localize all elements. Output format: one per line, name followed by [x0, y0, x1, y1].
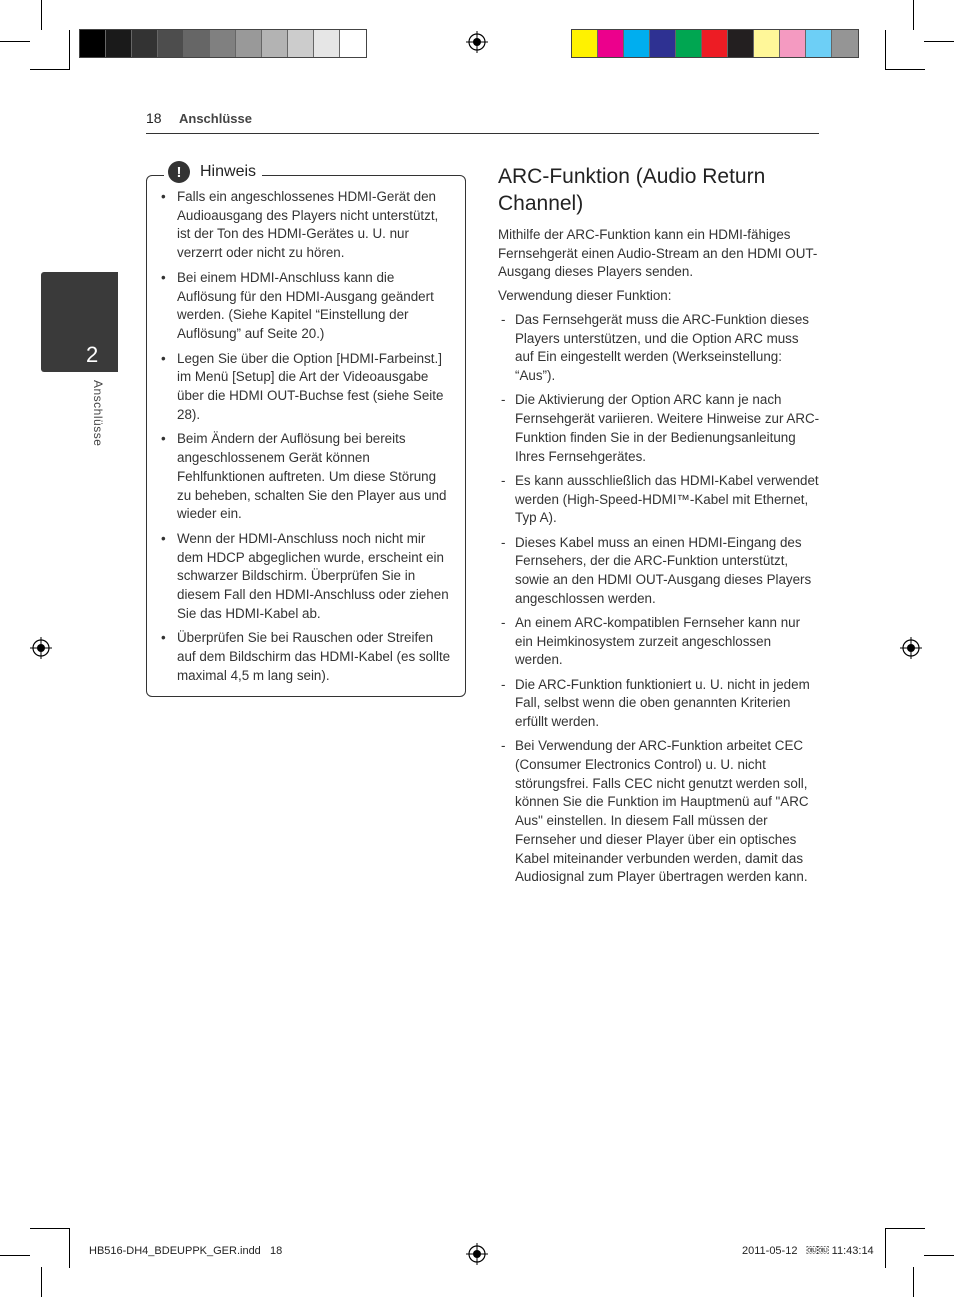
- footer-filename: HB516-DH4_BDEUPPK_GER.indd 18: [89, 1245, 283, 1257]
- note-list: [161, 188, 453, 692]
- note-item: • Legen Sie über die Option [HDMI-Farbeinst.] im Menü [Setup] die Art der Videoausgabe über die HDMI OUT-Buchse fest (siehe Seite 28).: [161, 350, 453, 425]
- exclamation-circle-icon: !: [168, 161, 190, 183]
- color-swatch: [728, 30, 754, 57]
- color-bar: [571, 29, 859, 58]
- note-item: • Bei einem HDMI-Anschluss kann die Auflösung für den HDMI-Ausgang geändert werden. (Siehe Kapitel “Einstellung der Auflösung” auf Seite 20.): [161, 269, 453, 344]
- registration-target-icon: [30, 637, 52, 659]
- chapter-label: Anschlüsse: [91, 380, 105, 447]
- page-number: 18: [146, 110, 162, 126]
- arc-section-title: ARC-Funktion (Audio Return Channel): [498, 165, 766, 215]
- arc-requirements-list: [498, 311, 820, 893]
- chapter-tab: [41, 272, 118, 372]
- note-item: • Wenn der HDMI-Anschluss noch nicht mir dem HDCP abgeglichen wurde, erscheint ein schwarzer Bildschirm. Überprüfen Sie in diesem Fall den HDMI-Anschluss oder ziehen Sie das HDMI-Kabel ab.: [161, 530, 453, 624]
- gray-swatch: [132, 30, 158, 57]
- grayscale-bar: [79, 29, 367, 58]
- color-swatch: [676, 30, 702, 57]
- footer-timestamp: 2011-05-12 ￼￼ 11:43:14: [742, 1245, 874, 1257]
- color-swatch: [806, 30, 832, 57]
- color-swatch: [754, 30, 780, 57]
- note-title: Hinweis: [200, 163, 257, 180]
- list-item: - Dieses Kabel muss an einen HDMI-Eingang des Fernsehers, der die ARC-Funktion unterstützt, sowie an den HDMI OUT-Ausgang dieses Players angeschlossen werden.: [498, 534, 820, 609]
- list-item: - Es kann ausschließlich das HDMI-Kabel verwendet werden (High-Speed-HDMI™-Kabel mit Ethernet, Typ A).: [498, 472, 820, 528]
- list-item: - Die Aktivierung der Option ARC kann je nach Fernsehgerät variieren. Weitere Hinweise zur ARC-Funktion finden Sie in der Bedienungsanleitung Ihres Fernsehgerätes.: [498, 391, 820, 466]
- chapter-number: 2: [86, 342, 99, 367]
- gray-swatch: [106, 30, 132, 57]
- color-swatch: [572, 30, 598, 57]
- registration-target-icon: [466, 1243, 488, 1265]
- note-item: • Überprüfen Sie bei Rauschen oder Streifen auf dem Bildschirm das HDMI-Kabel (es sollte maximal 4,5 m lang sein).: [161, 629, 453, 685]
- arc-usage-label: Verwendung dieser Funktion:: [498, 288, 672, 303]
- color-swatch: [650, 30, 676, 57]
- registration-target-icon: [900, 637, 922, 659]
- gray-swatch: [210, 30, 236, 57]
- color-swatch: [598, 30, 624, 57]
- gray-swatch: [184, 30, 210, 57]
- header-rule: [146, 133, 819, 134]
- note-item: • Beim Ändern der Auflösung bei bereits angeschlossenem Gerät können Fehlfunktionen auftreten. Um diese Störung zu beheben, schalten Sie den Player aus und wieder ein.: [161, 430, 453, 524]
- gray-swatch: [262, 30, 288, 57]
- list-item: - Bei Verwendung der ARC-Funktion arbeitet CEC (Consumer Electronics Control) u. U. nicht störungsfrei. Falls CEC nicht genutzt werden soll, können Sie die Funktion im Hauptmenü auf "ARC Aus" einstellen. In diesem Fall müssen der Fernseher und dieser Player über ein optisches Kabel miteinander verbunden werden, damit das Audiosignal zum Player übertragen werden kann.: [498, 737, 820, 887]
- color-swatch: [624, 30, 650, 57]
- arc-intro: Mithilfe der ARC-Funktion kann ein HDMI-fähiges Fernsehgerät einen Audio-Stream an den HDMI OUT-Ausgang dieses Players senden.: [498, 227, 818, 280]
- note-header: [164, 160, 262, 184]
- list-item: - Die ARC-Funktion funktioniert u. U. nicht in jedem Fall, selbst wenn die oben genannten Kriterien erfüllt werden.: [498, 676, 820, 732]
- gray-swatch: [236, 30, 262, 57]
- color-swatch: [780, 30, 806, 57]
- color-swatch: [832, 30, 858, 57]
- list-item: - An einem ARC-kompatiblen Fernseher kann nur ein Heimkinosystem zurzeit angeschlossen werden.: [498, 614, 820, 670]
- gray-swatch: [80, 30, 106, 57]
- gray-swatch: [158, 30, 184, 57]
- list-item: - Das Fernsehgerät muss die ARC-Funktion dieses Players unterstützen, und die Option ARC muss auf Ein eingestellt werden (Werkseinstellung: “Aus”).: [498, 311, 820, 386]
- gray-swatch: [314, 30, 340, 57]
- header-section-title: Anschlüsse: [179, 111, 252, 126]
- note-item: • Falls ein angeschlossenes HDMI-Gerät den Audioausgang des Players nicht unterstützt, ist der Ton des HDMI-Gerätes u. U. nur verzerrt oder nicht zu hören.: [161, 188, 453, 263]
- gray-swatch: [340, 30, 366, 57]
- registration-target-icon: [466, 31, 488, 53]
- color-swatch: [702, 30, 728, 57]
- gray-swatch: [288, 30, 314, 57]
